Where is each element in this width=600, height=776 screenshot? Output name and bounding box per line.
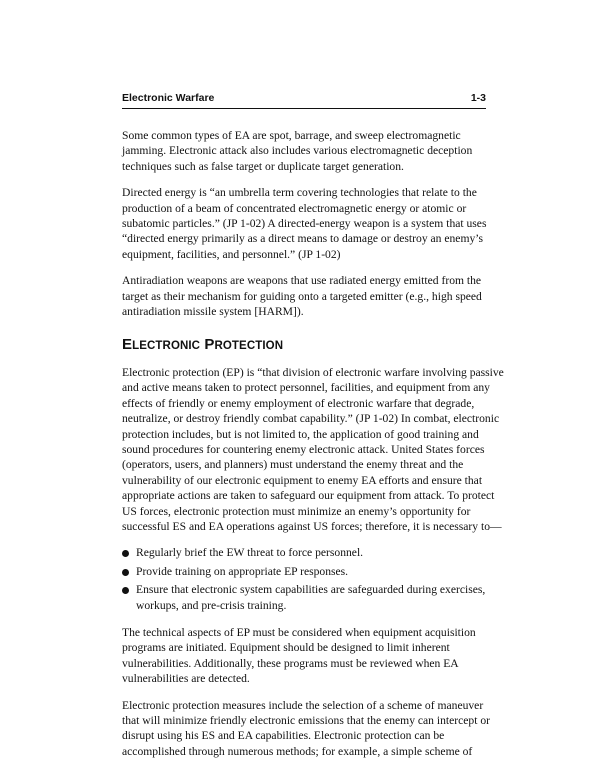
text-line: equipment, facilities, and personnel.” (JP 1-02) <box>122 247 341 261</box>
text-line: “directed energy primarily as a direct means to damage or destroy an enemy’s <box>122 232 483 246</box>
text-line: subatomic particles.” (JP 1-02) A directed-energy weapon is a system that uses <box>122 217 487 231</box>
paragraph-ea-types <box>122 128 494 174</box>
text-line: vulnerabilities. Additionally, these programs must be reviewed when EA <box>122 656 459 670</box>
text-line: Directed energy is “an umbrella term covering technologies that relate to the <box>122 186 477 200</box>
heading-initial: P <box>204 336 215 354</box>
heading-smallcaps: ROTECTION <box>214 340 284 353</box>
heading-smallcaps: LECTRONIC <box>132 340 201 353</box>
text-line: that will minimize friendly electronic emissions that the enemy can intercept or <box>122 714 490 727</box>
paragraph-antiradiation <box>122 273 494 319</box>
text-line: Ensure that electronic system capabilities are safeguarded during exercises, <box>136 583 486 597</box>
paragraph-directed-energy <box>122 185 494 262</box>
bullet-list <box>122 545 494 613</box>
text-line: target as their mechanism for guiding onto a targeted emitter (e.g., high speed <box>122 289 482 303</box>
page-number: 1-3 <box>470 92 486 104</box>
text-line: accomplished through numerous methods; for example, a simple scheme of <box>122 744 473 758</box>
paragraph-ep-measures <box>122 698 494 760</box>
text-line: Electronic protection measures include the selection of a scheme of maneuver <box>122 698 484 712</box>
text-line: neutralize, or destroy friendly combat capability.” (JP 1-02) In combat, electronic <box>122 412 500 426</box>
text-line: antiradiation missile system [HARM]). <box>122 305 304 319</box>
list-item <box>122 582 494 613</box>
text-line: protection includes, but is not limited to, the application of good training and <box>122 427 479 441</box>
text-line: vulnerabilities are detected. <box>122 672 250 686</box>
text-line: vulnerability of our electronic equipment to enemy EA efforts and ensure that <box>122 473 483 487</box>
header-rule <box>122 108 486 109</box>
text-line: techniques such as false target or duplicate target generation. <box>122 159 404 173</box>
bullet-icon <box>122 587 129 594</box>
text-line: Regularly brief the EW threat to force personnel. <box>136 546 364 560</box>
running-header-title: Electronic Warfare <box>122 92 215 104</box>
bullet-icon <box>122 569 129 576</box>
text-line: programs are initiated. Equipment should be designed to limit inherent <box>122 641 450 655</box>
text-line: Electronic protection (EP) is “that division of electronic warfare involving passive <box>122 365 504 379</box>
text-line: Antiradiation weapons are weapons that use radiated energy emitted from the <box>122 274 482 288</box>
list-item <box>122 564 494 579</box>
section-heading-electronic-protection <box>122 337 494 354</box>
text-line: disrupt using his ES and EA capabilities. Electronic protection can be <box>122 729 445 743</box>
text-line: sound procedures for countering enemy electronic attack. United States forces <box>122 442 485 456</box>
text-line: successful ES and EA operations against US forces; therefore, it is necessary to— <box>122 519 502 533</box>
text-line: US forces, electronic protection must minimize an enemy’s opportunity for <box>122 504 471 518</box>
text-line: effects of friendly or enemy employment of electronic warfare that degrade, <box>122 396 475 410</box>
text-line: Some common types of EA are spot, barrage, and sweep electromagnetic <box>122 129 461 142</box>
text-line: jamming. Electronic attack also includes various electromagnetic deception <box>122 144 473 158</box>
paragraph-technical-aspects <box>122 625 494 687</box>
text-line: (operators, users, and planners) must understand the enemy threat and the <box>122 458 464 472</box>
text-line: The technical aspects of EP must be considered when equipment acquisition <box>122 625 476 639</box>
text-line: appropriate actions are taken to safeguard our equipment from attack. To protect <box>122 489 495 503</box>
running-header <box>122 92 486 104</box>
text-line: and active means taken to protect personnel, facilities, and equipment from any <box>122 381 490 395</box>
paragraph-ep-definition <box>122 365 504 534</box>
heading-initial: E <box>122 336 133 354</box>
bullet-icon <box>122 550 129 557</box>
list-item <box>122 545 494 560</box>
text-line: production of a beam of concentrated electromagnetic energy or atomic or <box>122 201 467 215</box>
page-body <box>122 128 504 770</box>
text-line: workups, and pre-crisis training. <box>136 598 287 612</box>
text-line: Provide training on appropriate EP responses. <box>136 564 349 578</box>
